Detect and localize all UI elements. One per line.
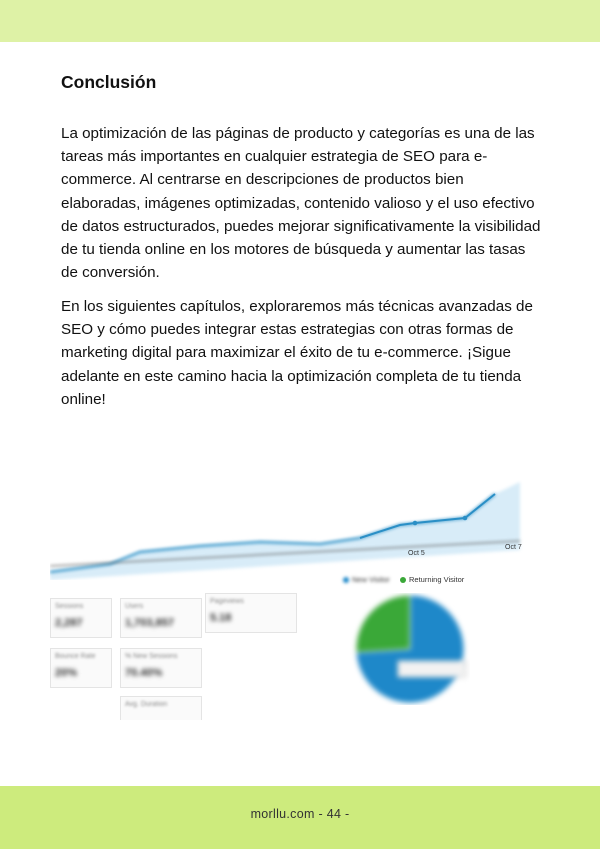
x-tick-label: Oct 7 — [505, 544, 522, 551]
legend-item-returning: Returning Visitor — [400, 575, 464, 584]
stat-box: Bounce Rate 20% — [50, 648, 112, 688]
stat-box: Users 1,703,857 — [120, 598, 202, 638]
visitor-pie-chart — [350, 593, 470, 705]
stat-box: Pageviews 5.18 — [205, 593, 297, 633]
legend-dot-icon — [343, 577, 349, 583]
legend-dot-icon — [400, 577, 406, 583]
chart-point — [413, 521, 418, 526]
pie-tooltip — [398, 661, 466, 677]
chart-point — [463, 516, 468, 521]
page-heading: Conclusión — [61, 72, 157, 92]
legend-item-new: New Visitor — [343, 575, 390, 584]
stats-panel — [50, 590, 340, 720]
analytics-screenshot — [50, 480, 540, 720]
visits-line-chart — [50, 480, 540, 580]
paragraph-intro: La optimización de las páginas de producto y categorías es una de las tareas más importantes en cualquier estrategia de SEO para e-commerce. Al centrarse en descripciones de productos bien elaboradas, imágenes optimizadas, contenido valioso y el uso efectivo de datos estructurados, puedes mejorar significativamente la visibilidad de tu tienda online en los motores de búsqueda y aumentar las tasas de conversión. — [61, 125, 541, 282]
footer-text: morllu.com - 44 - — [250, 807, 350, 821]
pie-svg — [350, 593, 470, 705]
paragraph-next-chapters: En los siguientes capítulos, exploraremos más técnicas avanzadas de SEO y cómo puedes integrar estas estrategias con otras formas de marketing digital para maximizar el éxito de tu e-commerce. ¡Sigue adelante en este camino hacia la optimización completa de tu tienda online! — [61, 298, 533, 408]
chart-area-fill — [50, 482, 520, 580]
stat-box: % New Sessions 70.40% — [120, 648, 202, 688]
stat-box: Avg. Duration — [120, 696, 202, 720]
pie-slice — [356, 595, 410, 652]
x-tick-label: Oct 5 — [408, 550, 425, 557]
line-chart-svg — [50, 480, 540, 580]
stat-box: Sessions 2,287 — [50, 598, 112, 638]
pie-slices — [356, 595, 464, 703]
top-banner — [0, 0, 600, 42]
pie-legend — [343, 573, 540, 587]
